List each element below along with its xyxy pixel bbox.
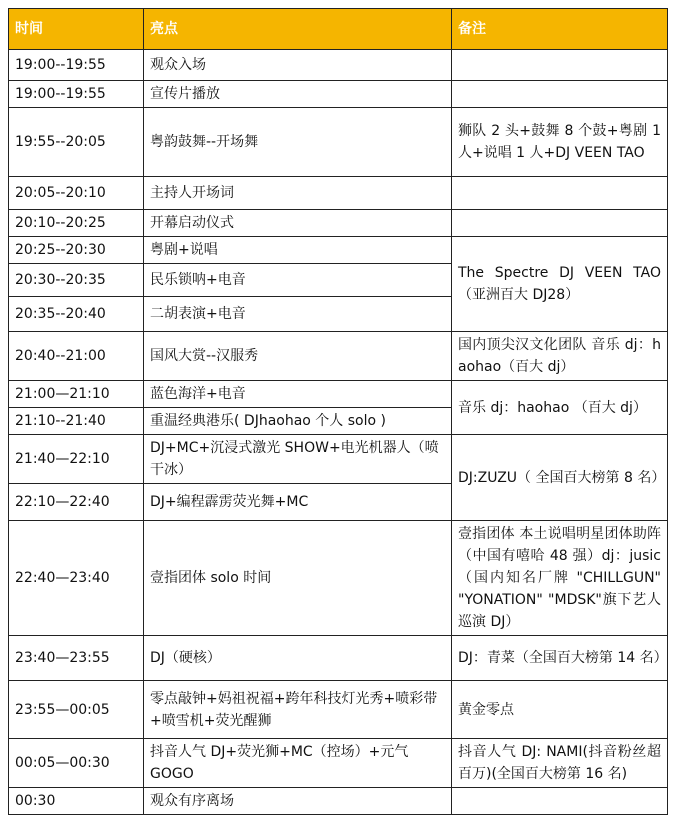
highlight-cell: 民乐锁呐+电音 — [144, 264, 452, 297]
note-cell: 国内顶尖汉文化团队 音乐 dj：haohao（百大 dj） — [452, 332, 668, 381]
highlight-cell: 观众入场 — [144, 50, 452, 81]
note-cell: DJ：青菜（全国百大榜第 14 名） — [452, 636, 668, 681]
time-cell: 20:40--21:00 — [9, 332, 144, 381]
table-header-row — [9, 9, 668, 50]
note-cell — [452, 210, 668, 237]
note-cell: 狮队 2 头+鼓舞 8 个鼓+粤剧 1 人+说唱 1 人+DJ VEEN TAO — [452, 108, 668, 177]
table-row — [9, 108, 668, 177]
table-row — [9, 435, 668, 484]
time-cell: 00:05—00:30 — [9, 739, 144, 788]
note-cell — [452, 81, 668, 108]
highlight-cell: 二胡表演+电音 — [144, 297, 452, 332]
time-cell: 19:55--20:05 — [9, 108, 144, 177]
highlight-cell: 国风大赏--汉服秀 — [144, 332, 452, 381]
highlight-cell: 重温经典港乐( DJhaohao 个人 solo ) — [144, 408, 452, 435]
table-row — [9, 81, 668, 108]
highlight-cell: 零点敲钟+妈祖祝福+跨年科技灯光秀+喷彩带+喷雪机+荧光醒狮 — [144, 681, 452, 739]
note-cell: 音乐 dj：haohao （百大 dj） — [452, 381, 668, 435]
time-cell: 22:40—23:40 — [9, 521, 144, 636]
header-highlight: 亮点 — [144, 9, 452, 50]
time-cell: 20:30--20:35 — [9, 264, 144, 297]
highlight-cell: 粤韵鼓舞--开场舞 — [144, 108, 452, 177]
table-row — [9, 237, 668, 264]
highlight-cell: 开幕启动仪式 — [144, 210, 452, 237]
highlight-cell: 壹指团体 solo 时间 — [144, 521, 452, 636]
highlight-cell: DJ（硬核） — [144, 636, 452, 681]
schedule-table-wrapper — [8, 8, 668, 815]
note-cell — [452, 177, 668, 210]
table-row — [9, 788, 668, 815]
time-cell: 23:40—23:55 — [9, 636, 144, 681]
time-cell: 23:55—00:05 — [9, 681, 144, 739]
highlight-cell: 蓝色海洋+电音 — [144, 381, 452, 408]
table-row — [9, 636, 668, 681]
table-row — [9, 681, 668, 739]
table-row — [9, 177, 668, 210]
highlight-cell: DJ+MC+沉浸式激光 SHOW+电光机器人（喷干冰） — [144, 435, 452, 484]
time-cell: 20:10--20:25 — [9, 210, 144, 237]
header-note: 备注 — [452, 9, 668, 50]
highlight-cell: 宣传片播放 — [144, 81, 452, 108]
note-cell: DJ:ZUZU（ 全国百大榜第 8 名） — [452, 435, 668, 521]
time-cell: 22:10—22:40 — [9, 484, 144, 521]
schedule-table — [8, 8, 668, 815]
table-row — [9, 381, 668, 408]
note-cell — [452, 788, 668, 815]
time-cell: 00:30 — [9, 788, 144, 815]
time-cell: 19:00--19:55 — [9, 50, 144, 81]
time-cell: 21:40—22:10 — [9, 435, 144, 484]
table-row — [9, 521, 668, 636]
table-row — [9, 210, 668, 237]
header-time: 时间 — [9, 9, 144, 50]
note-cell: 黄金零点 — [452, 681, 668, 739]
highlight-cell: 观众有序离场 — [144, 788, 452, 815]
table-row — [9, 739, 668, 788]
highlight-cell: 粤剧+说唱 — [144, 237, 452, 264]
note-cell: 壹指团体 本土说唱明星团体助阵（中国有嘻哈 48 强）dj：jusic （国内知名厂牌 "CHILLGUN" "YONATION" "MDSK"旗下艺人巡演 DJ） — [452, 521, 668, 636]
highlight-cell: 抖音人气 DJ+荧光狮+MC（控场）+元气 GOGO — [144, 739, 452, 788]
time-cell: 21:10--21:40 — [9, 408, 144, 435]
note-cell: 抖音人气 DJ: NAMI(抖音粉丝超百万)(全国百大榜第 16 名) — [452, 739, 668, 788]
table-row — [9, 332, 668, 381]
note-cell: The Spectre DJ VEEN TAO（亚洲百大 DJ28） — [452, 237, 668, 332]
highlight-cell: DJ+编程霹雳荧光舞+MC — [144, 484, 452, 521]
time-cell: 20:35--20:40 — [9, 297, 144, 332]
note-cell — [452, 50, 668, 81]
time-cell: 20:05--20:10 — [9, 177, 144, 210]
time-cell: 20:25--20:30 — [9, 237, 144, 264]
table-row — [9, 50, 668, 81]
time-cell: 19:00--19:55 — [9, 81, 144, 108]
time-cell: 21:00—21:10 — [9, 381, 144, 408]
highlight-cell: 主持人开场词 — [144, 177, 452, 210]
